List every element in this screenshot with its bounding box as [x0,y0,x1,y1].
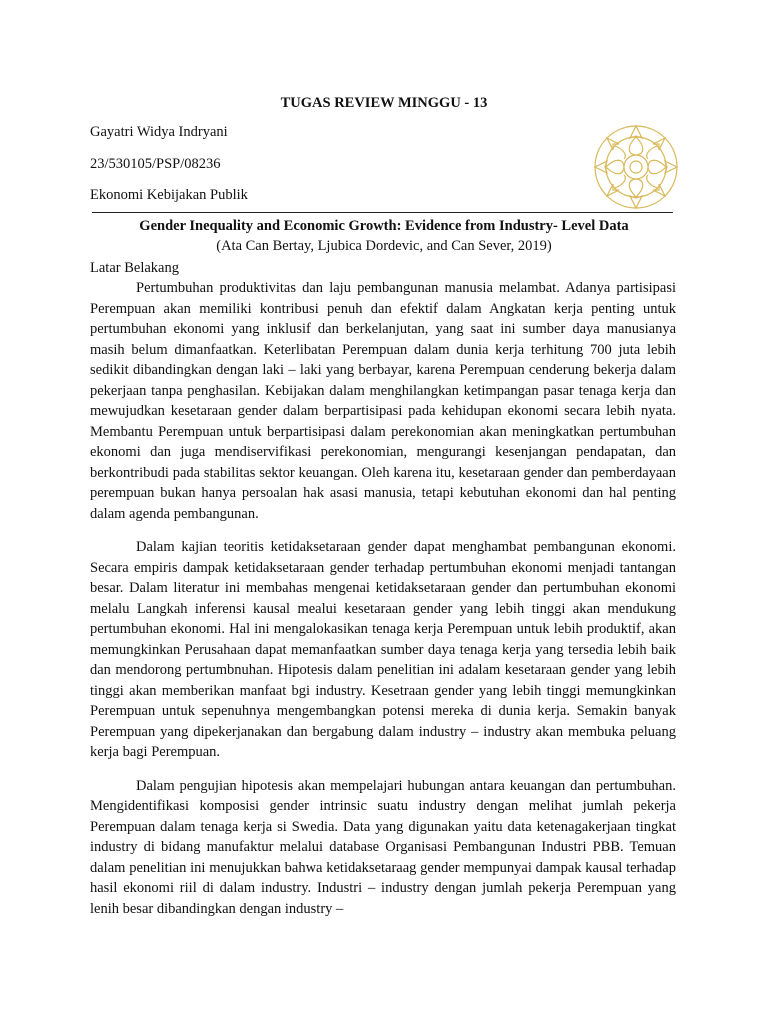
section-heading: Latar Belakang [90,260,179,276]
paragraph: Pertumbuhan produktivitas dan laju pembangunan manusia melambat. Adanya partisipasi Perempuan akan memiliki kontribusi penuh dan efektif dalam Angkatan kerja penting untuk pertumbuhan ekonomi yang inklusif dan berkelanjutan, yang saat ini sumber daya manusianya masih belum dimanfaatkan. Keterlibatan Perempuan dalam dunia kerja terhitung 700 juta lebih sedikit dibandingkan dengan laki – laki yang berbayar, karena Perempuan cenderung bekerja dalam pekerjaan tanpa penghasilan. Kebijakan dalam menghilangkan ketimpangan pasar tenaga kerja dan mewujudkan kesetaraan gender dalam berpartisipasi pada kehidupan ekonomi secara lebih nyata. Membantu Perempuan untuk berpartisipasi dalam perekonomian akan meningkatkan pertumbuhan ekonomi dan juga mendiservifikasi perekonomian, mengurangi kesenjangan pendapatan, dan berkontribudi pada stabilitas sektor keuangan. Oleh karena itu, kesetaraan gender dan pemberdayaan perempuan bukan hanya persoalan hak asasi manusia, tetapi kebutuhan ekonomi dan hal penting dalam agenda pembangunan. [90,280,676,522]
article-authors: (Ata Can Bertay, Ljubica Dordevic, and Can Sever, 2019) [216,238,552,254]
university-seal-icon [593,124,679,210]
article-title: Gender Inequality and Economic Growth: Evidence from Industry- Level Data [139,218,629,234]
author-name: Gayatri Widya Indryani [90,124,228,140]
header-divider [92,212,673,213]
document-title: TUGAS REVIEW MINGGU - 13 [280,95,488,111]
student-id: 23/530105/PSP/08236 [90,156,221,172]
paragraph: Dalam kajian teoritis ketidaksetaraan gender dapat menghambat pembangunan ekonomi. Secara empiris dampak ketidaksetaraan gender terhadap pertumbuhan ekonomi menjadi tantangan besar. Dalam literatur ini membahas mengenai ketidaksetaraan gender dan pertumbuhan ekonomi melalu Langkah inferensi kausal mealui kesetaraan gender yang lebih tinggi akan mendukung pertumbuhan ekonomi. Hal ini mengalokasikan tenaga kerja Perempuan untuk lebih produktif, akan memungkinkan Perusahaan dapat memanfaatkan sumber daya tenaga kerja yang tersedia lebih baik dan mendorong pertumbnuhan. Hipotesis dalam penelitian ini adalam kesetaraan gender yang lebih tinggi akan memberikan manfaat bgi industry. Kesetraan gender yang lebih tinggi memungkinkan Perempuan untuk sepenuhnya mengembangkan potensi mereka di dunia kerja. Semakin banyak Perempuan yang dipekerjanakan dan bergabung dalam industry – industry akan membuka peluang kerja bagi Perempuan. [90,539,676,760]
paragraph: Dalam pengujian hipotesis akan mempelajari hubungan antara keuangan dan pertumbuhan. Mengidentifikasi komposisi gender intrinsic suatu industry dengan melihat jumlah pekerja Perempuan dalam tenaga kerja si Swedia. Data yang digunakan yaitu data ketenagakerjaan tingkat industry di bidang manufaktur melalui database Organisasi Pembangunan Industri PBB. Temuan dalam penelitian ini menujukkan bahwa ketidaksetaraag gender mempunyai dampak kausal terhadap hasil ekonomi riil di dalam industry. Industri – industry dengan jumlah pekerja Perempuan yang lenih besar dibandingkan dengan industry – [90,777,676,917]
course-name: Ekonomi Kebijakan Publik [90,187,248,203]
section-body [90,278,676,932]
